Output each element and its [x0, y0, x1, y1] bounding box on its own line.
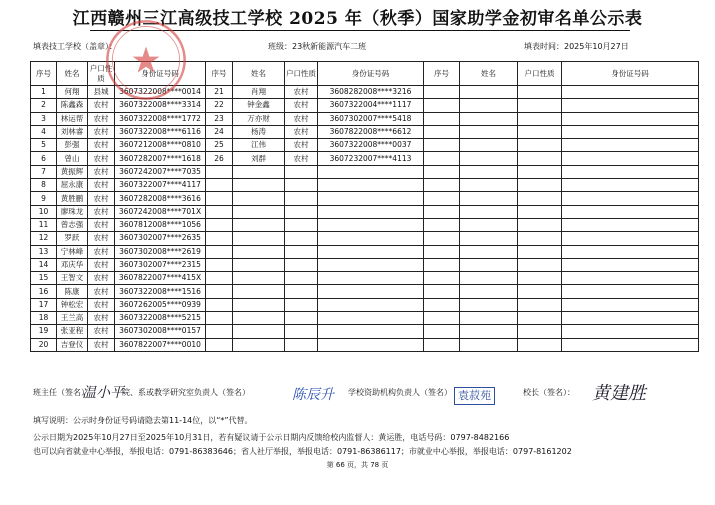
table-row	[31, 285, 699, 298]
cell-id	[562, 192, 699, 205]
cell-hukou	[518, 99, 562, 112]
cell-id: 3607322008****0037	[318, 139, 424, 152]
cell-id	[562, 312, 699, 325]
cell-name	[460, 218, 518, 231]
cell-index	[424, 125, 460, 138]
cell-hukou	[285, 232, 318, 245]
cell-hukou: 农村	[88, 218, 115, 231]
cell-name	[460, 272, 518, 285]
cell-name	[460, 112, 518, 125]
cell-id: 3607822008****6612	[318, 125, 424, 138]
cell-hukou: 农村	[285, 125, 318, 138]
cell-index	[206, 258, 233, 271]
cell-name: 罗跃	[57, 232, 88, 245]
cell-name: 王兰高	[57, 312, 88, 325]
cell-index	[206, 232, 233, 245]
cell-name	[460, 179, 518, 192]
cell-hukou	[518, 86, 562, 99]
cell-id	[318, 325, 424, 338]
cell-id	[318, 272, 424, 285]
cell-hukou	[518, 139, 562, 152]
cell-hukou: 农村	[88, 165, 115, 178]
cell-index: 6	[31, 152, 57, 165]
cell-index	[206, 179, 233, 192]
cell-id	[562, 152, 699, 165]
cell-name: 何翔	[57, 86, 88, 99]
cell-hukou	[285, 205, 318, 218]
cell-name	[233, 245, 285, 258]
teacher-signature: 温小平	[82, 385, 124, 401]
cell-name: 宁林峰	[57, 245, 88, 258]
cell-name: 肖翔	[233, 86, 285, 99]
cell-index: 25	[206, 139, 233, 152]
cell-id	[318, 258, 424, 271]
cell-index	[424, 325, 460, 338]
cell-index: 1	[31, 86, 57, 99]
cell-hukou: 农村	[88, 245, 115, 258]
table-row	[31, 152, 699, 165]
cell-id: 3608282008****3216	[318, 86, 424, 99]
cell-index: 17	[31, 298, 57, 311]
cell-index	[424, 298, 460, 311]
cell-id: 3607302008****2619	[115, 245, 206, 258]
cell-name	[233, 312, 285, 325]
cell-index	[424, 285, 460, 298]
cell-id	[562, 139, 699, 152]
cell-name: 吉登仪	[57, 338, 88, 351]
cell-name	[460, 338, 518, 351]
cell-name	[460, 245, 518, 258]
date-label: 填表时间：2025年10月27日	[524, 42, 629, 51]
cell-hukou: 农村	[88, 125, 115, 138]
column-header: 序号	[424, 62, 460, 86]
cell-index: 10	[31, 205, 57, 218]
cell-name: 邓庆华	[57, 258, 88, 271]
cell-id	[562, 112, 699, 125]
cell-index: 13	[31, 245, 57, 258]
cell-name: 钟松宏	[57, 298, 88, 311]
dept-sign-label: 院、系或教学研究室负责人（签名）	[122, 388, 250, 397]
cell-index	[424, 152, 460, 165]
roster-table	[30, 61, 699, 352]
cell-id: 3607822007****415X	[115, 272, 206, 285]
cell-id	[318, 179, 424, 192]
cell-index	[424, 258, 460, 271]
table-row	[31, 205, 699, 218]
cell-index	[206, 325, 233, 338]
cell-index	[424, 179, 460, 192]
cell-name: 刘群	[233, 152, 285, 165]
cell-index	[424, 272, 460, 285]
cell-index	[206, 218, 233, 231]
cell-hukou	[285, 298, 318, 311]
cell-id	[562, 125, 699, 138]
cell-id: 3607322008****0014	[115, 86, 206, 99]
school-seal-icon	[104, 18, 188, 102]
cell-name	[460, 125, 518, 138]
cell-id	[562, 338, 699, 351]
cell-hukou	[518, 338, 562, 351]
funding-sign-label: 学校资助机构负责人（签名）	[348, 388, 452, 397]
cell-hukou	[518, 205, 562, 218]
cell-index	[424, 86, 460, 99]
cell-name	[233, 179, 285, 192]
cell-id: 3607282008****3616	[115, 192, 206, 205]
cell-index: 7	[31, 165, 57, 178]
cell-name: 杨涛	[233, 125, 285, 138]
cell-hukou	[285, 165, 318, 178]
cell-hukou	[285, 285, 318, 298]
column-header: 序号	[206, 62, 233, 86]
cell-id	[318, 192, 424, 205]
cell-name	[460, 312, 518, 325]
table-row	[31, 338, 699, 351]
cell-hukou	[285, 245, 318, 258]
cell-id: 3607302007****5418	[318, 112, 424, 125]
cell-name: 曾志强	[57, 218, 88, 231]
column-header: 户口性质	[285, 62, 318, 86]
cell-index	[206, 272, 233, 285]
cell-name	[460, 258, 518, 271]
cell-id: 3607282007****1618	[115, 152, 206, 165]
cell-index	[206, 285, 233, 298]
cell-hukou: 农村	[88, 232, 115, 245]
table-row	[31, 325, 699, 338]
cell-hukou	[285, 258, 318, 271]
column-header: 身份证号码	[562, 62, 699, 86]
cell-index	[206, 205, 233, 218]
cell-id	[318, 298, 424, 311]
cell-index: 23	[206, 112, 233, 125]
cell-hukou	[518, 218, 562, 231]
cell-name	[460, 192, 518, 205]
column-header: 身份证号码	[318, 62, 424, 86]
cell-hukou: 农村	[285, 86, 318, 99]
cell-index: 21	[206, 86, 233, 99]
cell-name	[460, 139, 518, 152]
cell-hukou	[285, 338, 318, 351]
cell-name	[233, 325, 285, 338]
cell-hukou: 农村	[88, 285, 115, 298]
cell-index	[424, 192, 460, 205]
cell-name	[460, 152, 518, 165]
cell-name: 钟金鑫	[233, 99, 285, 112]
cell-name: 屈永康	[57, 179, 88, 192]
dept-signature: 陈辰升	[292, 387, 334, 403]
cell-name	[233, 258, 285, 271]
cell-id	[562, 218, 699, 231]
cell-index	[424, 338, 460, 351]
cell-name: 林运帮	[57, 112, 88, 125]
cell-hukou	[518, 165, 562, 178]
cell-name	[233, 298, 285, 311]
column-header: 序号	[31, 62, 57, 86]
cell-name: 张亚程	[57, 325, 88, 338]
table-row	[31, 179, 699, 192]
cell-name	[233, 165, 285, 178]
table-row	[31, 232, 699, 245]
cell-id	[318, 312, 424, 325]
cell-index	[424, 312, 460, 325]
table-row	[31, 139, 699, 152]
column-header: 户口性质	[88, 62, 115, 86]
cell-id	[562, 298, 699, 311]
cell-name	[460, 325, 518, 338]
cell-hukou: 农村	[88, 139, 115, 152]
cell-name	[233, 338, 285, 351]
cell-hukou: 农村	[285, 139, 318, 152]
page-number: 第 66 页，共 78 页	[326, 461, 389, 469]
cell-name: 陈鑫森	[57, 99, 88, 112]
cell-name	[460, 165, 518, 178]
cell-index: 8	[31, 179, 57, 192]
cell-id: 3607242008****701X	[115, 205, 206, 218]
table-row	[31, 192, 699, 205]
cell-name	[233, 285, 285, 298]
cell-index	[206, 338, 233, 351]
cell-name: 陈康	[57, 285, 88, 298]
cell-hukou: 农村	[88, 312, 115, 325]
cell-name	[460, 285, 518, 298]
cell-id: 3607822007****0010	[115, 338, 206, 351]
cell-id	[562, 165, 699, 178]
cell-id	[318, 245, 424, 258]
cell-id: 3607322004****1117	[318, 99, 424, 112]
cell-id	[562, 325, 699, 338]
cell-hukou: 农村	[88, 338, 115, 351]
cell-index	[206, 312, 233, 325]
cell-index: 19	[31, 325, 57, 338]
cell-name: 黄胜鹏	[57, 192, 88, 205]
cell-hukou: 农村	[88, 258, 115, 271]
cell-hukou	[518, 245, 562, 258]
cell-id: 3607232007****4113	[318, 152, 424, 165]
cell-index: 26	[206, 152, 233, 165]
cell-name: 江伟	[233, 139, 285, 152]
cell-name	[233, 272, 285, 285]
report-hotline-note: 也可以向省就业中心举报，举报电话：0791-86383646；省人社厅举报，举报电话：0791-86386117；市就业中心举报，举报电话：0797-8161202	[33, 447, 572, 456]
cell-id: 3607322008****5215	[115, 312, 206, 325]
cell-name: 万亦财	[233, 112, 285, 125]
cell-id: 3607322008****6116	[115, 125, 206, 138]
cell-index: 20	[31, 338, 57, 351]
cell-index	[206, 245, 233, 258]
cell-hukou	[285, 312, 318, 325]
cell-index	[206, 192, 233, 205]
cell-name	[233, 192, 285, 205]
cell-index: 15	[31, 272, 57, 285]
cell-id: 3607302007****2315	[115, 258, 206, 271]
cell-name	[460, 205, 518, 218]
principal-signature: 黄建胜	[592, 383, 646, 404]
cell-index	[424, 245, 460, 258]
teacher-sign-label: 班主任（签名）	[33, 388, 89, 397]
cell-hukou	[518, 232, 562, 245]
cell-index: 24	[206, 125, 233, 138]
table-row	[31, 112, 699, 125]
cell-id: 3607262005****0939	[115, 298, 206, 311]
page-title: 江西赣州三江高级技工学校 2025 年（秋季）国家助学金初审名单公示表	[72, 9, 643, 29]
cell-id: 3607212008****0810	[115, 139, 206, 152]
cell-hukou	[518, 258, 562, 271]
cell-index: 12	[31, 232, 57, 245]
cell-hukou: 农村	[285, 99, 318, 112]
table-row	[31, 298, 699, 311]
cell-id: 3607812008****1056	[115, 218, 206, 231]
funding-signature: 袁菽苑	[454, 387, 495, 405]
cell-name: 彭强	[57, 139, 88, 152]
cell-id	[562, 99, 699, 112]
cell-id	[562, 179, 699, 192]
column-header: 姓名	[57, 62, 88, 86]
column-header: 户口性质	[518, 62, 562, 86]
cell-id	[562, 272, 699, 285]
cell-id	[318, 232, 424, 245]
cell-hukou: 农村	[88, 179, 115, 192]
cell-index: 18	[31, 312, 57, 325]
cell-id	[562, 232, 699, 245]
table-row	[31, 165, 699, 178]
cell-id: 3607302007****2635	[115, 232, 206, 245]
table-row	[31, 218, 699, 231]
cell-name	[460, 86, 518, 99]
cell-hukou: 农村	[88, 325, 115, 338]
column-header: 姓名	[233, 62, 285, 86]
cell-hukou	[518, 298, 562, 311]
cell-name	[233, 218, 285, 231]
cell-id: 3607322007****4117	[115, 179, 206, 192]
principal-sign-label: 校长（签名）：	[523, 388, 575, 397]
cell-hukou	[518, 272, 562, 285]
cell-id: 3607322008****3314	[115, 99, 206, 112]
cell-hukou: 农村	[88, 298, 115, 311]
cell-index: 3	[31, 112, 57, 125]
cell-index	[424, 232, 460, 245]
cell-id	[562, 285, 699, 298]
cell-hukou	[285, 218, 318, 231]
column-header: 身份证号码	[115, 62, 206, 86]
cell-index: 11	[31, 218, 57, 231]
cell-hukou	[285, 272, 318, 285]
cell-name: 廖珠龙	[57, 205, 88, 218]
cell-hukou	[518, 325, 562, 338]
cell-id: 3607322008****1772	[115, 112, 206, 125]
cell-hukou	[518, 312, 562, 325]
cell-hukou	[285, 192, 318, 205]
cell-hukou	[285, 325, 318, 338]
cell-name	[460, 99, 518, 112]
cell-name	[460, 298, 518, 311]
table-row	[31, 125, 699, 138]
cell-index: 5	[31, 139, 57, 152]
cell-index	[424, 205, 460, 218]
cell-hukou: 农村	[88, 272, 115, 285]
cell-hukou	[518, 125, 562, 138]
cell-hukou: 农村	[285, 112, 318, 125]
school-label: 填表技工学校（盖章）：	[33, 42, 117, 51]
cell-hukou: 农村	[88, 112, 115, 125]
cell-name: 曾山	[57, 152, 88, 165]
cell-id	[562, 245, 699, 258]
cell-name	[460, 232, 518, 245]
cell-name	[233, 205, 285, 218]
table-row	[31, 272, 699, 285]
class-label: 班级：23秋新能源汽车二班	[268, 42, 367, 51]
cell-index	[206, 165, 233, 178]
cell-index	[424, 112, 460, 125]
cell-index	[424, 99, 460, 112]
cell-hukou	[285, 179, 318, 192]
cell-name: 王智文	[57, 272, 88, 285]
cell-id: 3607242007****7035	[115, 165, 206, 178]
cell-id	[562, 205, 699, 218]
cell-hukou	[518, 179, 562, 192]
table-row	[31, 258, 699, 271]
cell-id: 3607302008****0157	[115, 325, 206, 338]
cell-id	[318, 338, 424, 351]
cell-index: 4	[31, 125, 57, 138]
cell-index: 16	[31, 285, 57, 298]
cell-hukou: 农村	[88, 99, 115, 112]
cell-name	[233, 232, 285, 245]
cell-index: 9	[31, 192, 57, 205]
cell-index: 22	[206, 99, 233, 112]
cell-hukou	[518, 152, 562, 165]
cell-hukou	[518, 112, 562, 125]
cell-index	[424, 139, 460, 152]
cell-index: 14	[31, 258, 57, 271]
cell-index	[206, 298, 233, 311]
cell-id	[318, 285, 424, 298]
cell-id: 3607322008****1516	[115, 285, 206, 298]
cell-id	[562, 258, 699, 271]
table-row	[31, 245, 699, 258]
cell-hukou: 县城	[88, 86, 115, 99]
cell-id	[562, 86, 699, 99]
cell-name: 黄振辉	[57, 165, 88, 178]
cell-hukou: 农村	[88, 205, 115, 218]
cell-hukou: 农村	[88, 152, 115, 165]
cell-hukou: 农村	[285, 152, 318, 165]
cell-index	[424, 165, 460, 178]
cell-id	[318, 205, 424, 218]
publicity-period-note: 公示日期为2025年10月27日至2025年10月31日，若有疑议请于公示日期内反馈给校内监督人：黄运胜，电话号码：0797-8482166	[33, 433, 510, 442]
fill-instructions: 填写说明：公示时身份证号码请隐去第11-14位，以“*”代替。	[33, 416, 253, 425]
table-row	[31, 312, 699, 325]
cell-hukou	[518, 192, 562, 205]
cell-index	[424, 218, 460, 231]
cell-name: 刘林睿	[57, 125, 88, 138]
cell-id	[318, 165, 424, 178]
cell-id	[318, 218, 424, 231]
cell-index: 2	[31, 99, 57, 112]
column-header: 姓名	[460, 62, 518, 86]
cell-hukou	[518, 285, 562, 298]
cell-hukou: 农村	[88, 192, 115, 205]
